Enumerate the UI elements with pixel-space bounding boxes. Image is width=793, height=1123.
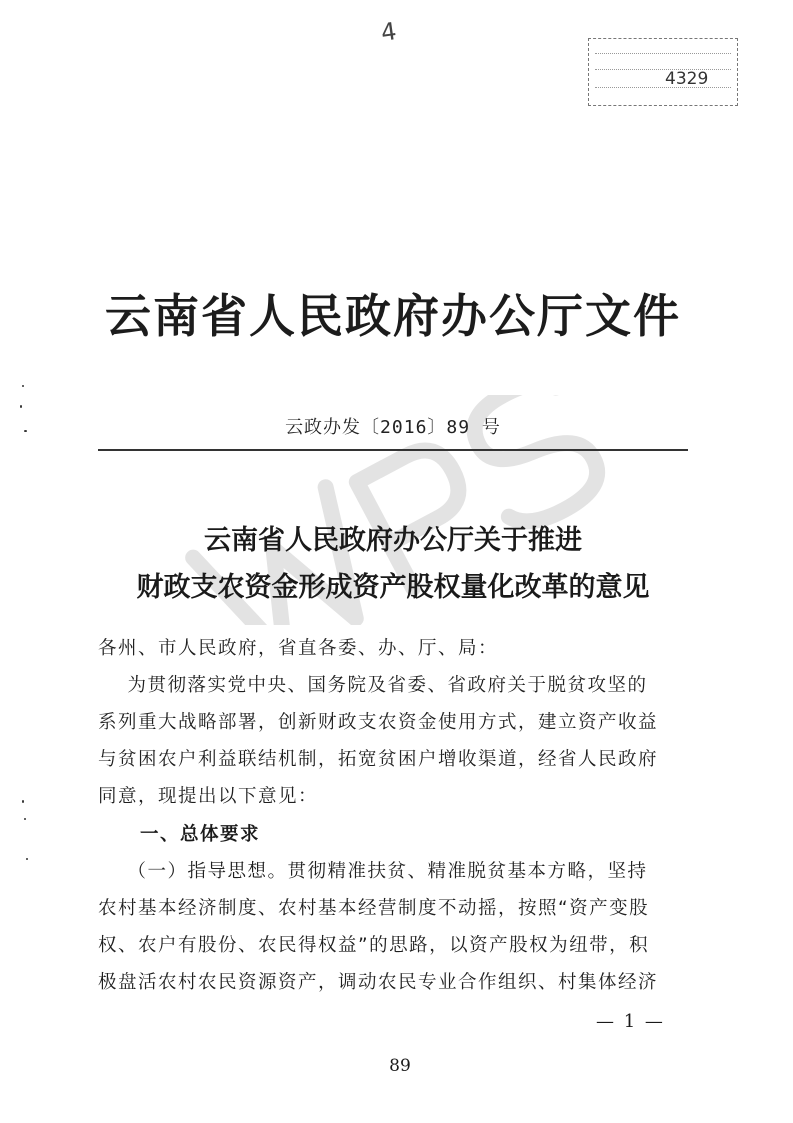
archive-stamp	[588, 38, 738, 106]
sequence-number: 89	[389, 1056, 411, 1076]
body-line: 系列重大战略部署，创新财政支农资金使用方式，建立资产收益	[98, 712, 659, 733]
document-subject-line-2: 财政支农资金形成资产股权量化改革的意见	[136, 572, 650, 603]
scan-speck	[24, 430, 27, 432]
section-body-line: 极盘活农村农民资源资产，调动农民专业合作组织、村集体经济	[98, 972, 659, 993]
document-subject-line-1: 云南省人民政府办公厅关于推进	[204, 525, 582, 556]
scan-speck	[22, 385, 24, 387]
section-heading: 一、总体要求	[140, 824, 261, 845]
scan-speck	[22, 800, 24, 803]
header-rule	[98, 449, 688, 451]
section-body-line: 农村基本经济制度、农村基本经营制度不动摇，按照“资产变股	[98, 898, 650, 919]
archive-stamp-number: 4329	[665, 69, 709, 89]
salutation: 各州、市人民政府，省直各委、办、厅、局：	[98, 638, 499, 659]
section-body-line: （一）指导思想。贯彻精准扶贫、精准脱贫基本方略，坚持	[98, 861, 648, 882]
body-line: 与贫困农户利益联结机制，拓宽贫困户增收渠道，经省人民政府	[98, 749, 659, 770]
document-number: 云政办发〔2016〕89 号	[285, 417, 501, 438]
scan-speck	[26, 858, 28, 860]
scan-speck	[24, 818, 26, 820]
body-line: 为贯彻落实党中央、国务院及省委、省政府关于脱贫攻坚的	[98, 675, 648, 696]
scan-speck	[20, 405, 22, 408]
section-body-line: 权、农户有股份、农民得权益”的思路，以资产股权为纽带，积	[98, 935, 650, 956]
body-line: 同意，现提出以下意见：	[98, 786, 319, 807]
page-number-label: — 1 —	[596, 1011, 665, 1032]
document-issuer-title: 云南省人民政府办公厅文件	[105, 289, 681, 343]
handwritten-mark: 4	[379, 17, 399, 47]
